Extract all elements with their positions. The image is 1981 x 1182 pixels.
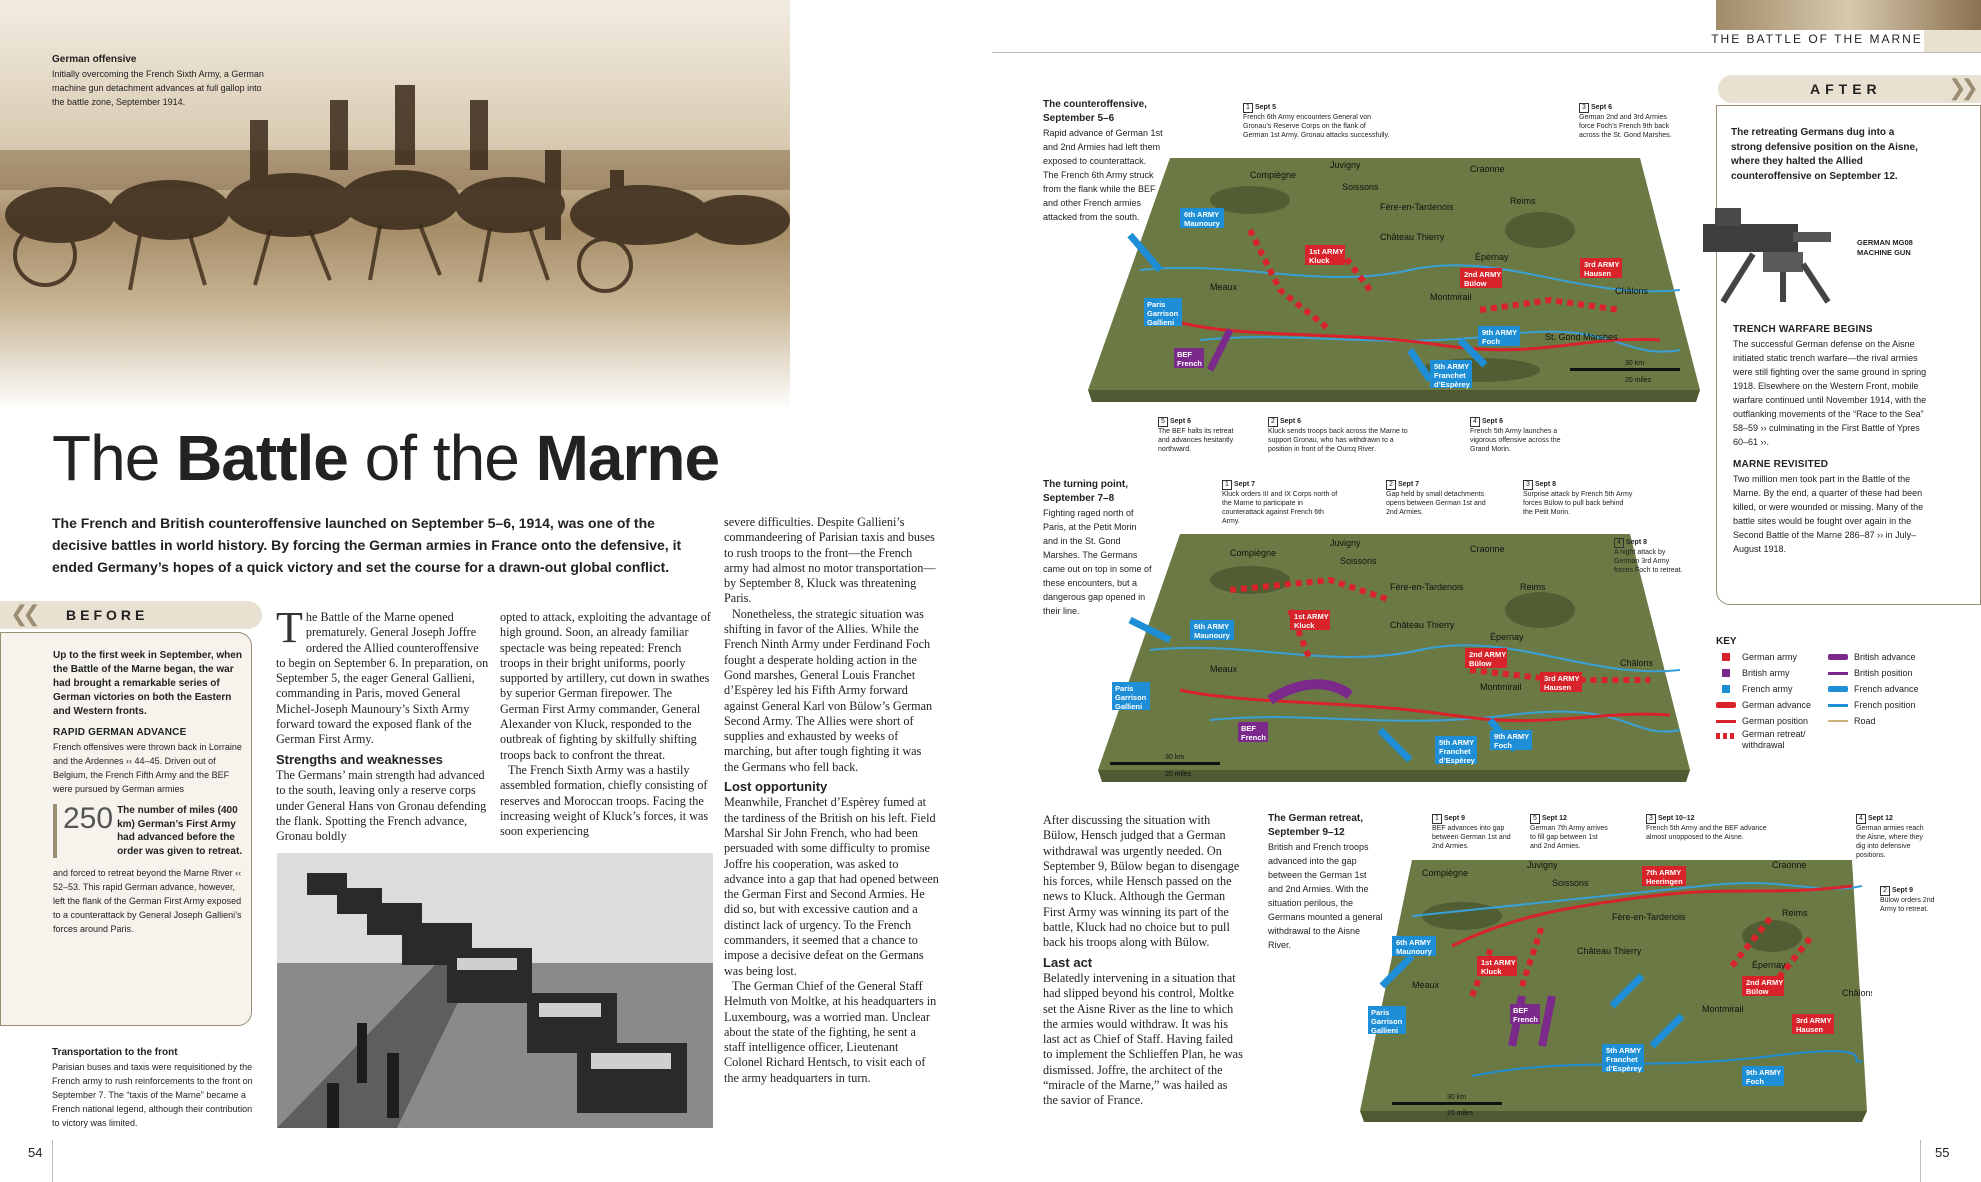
col3-text-2: Nonetheless, the strategic situation was shifting in favor of the Allies. While the French Ninth Army under Ferdinand Foch fought a desperate holding action in the Gond marshes, General Louis Franchet d’Espèrey led his Fifth Army forward against General Karl von Bülow’s German Second Army. The Allies were short of supplies and exhausted by weeks of marching, but after tough fighting it was the Germans who fell back. bbox=[724, 606, 933, 774]
map1-place: Juvigny bbox=[1330, 160, 1361, 170]
svg-text:Craonne: Craonne bbox=[1470, 544, 1505, 554]
map2-text: Fighting raged north of Paris, at the Petit Morin and in the St. Gond Marshes. The Germans came out on top in some of these encounters, but a dangerous gap opened in their line. bbox=[1043, 508, 1152, 616]
svg-text:Paris: Paris bbox=[1115, 684, 1134, 693]
map3-text: British and French troops advanced into the gap between the German 1st and 2nd Armies. With the situation perilous, the Germans mounted a general withdrawal to the Aisne River. bbox=[1268, 842, 1383, 950]
key-british-army: British army bbox=[1716, 665, 1828, 681]
photo-top-caption-text: Initially overcoming the French Sixth Army, a German machine gun detachment advances at full gallop into the battle zone, September 1914. bbox=[52, 69, 264, 107]
svg-text:d’Espèrey: d’Espèrey bbox=[1606, 1064, 1642, 1073]
svg-text:Hausen: Hausen bbox=[1544, 683, 1572, 692]
stat-number: 250 bbox=[63, 802, 114, 835]
svg-text:Meaux: Meaux bbox=[1412, 980, 1440, 990]
map2-annotation: 1 Sept 7 Kluck orders III and IX Corps north of the Marne to participate in counterattack against French 6th Army. bbox=[1222, 481, 1338, 525]
map2-annotation: 3 Sept 8 Surprise attack by French 5th Army forces Bülow to pull back behind the Petit Morin. bbox=[1523, 481, 1633, 516]
header-thumbnail bbox=[1716, 0, 1981, 30]
svg-text:Montmirail: Montmirail bbox=[1480, 682, 1522, 692]
svg-text:1st ARMY: 1st ARMY bbox=[1294, 612, 1329, 621]
map1-text: Rapid advance of German 1st and 2nd Armies had left them exposed to counterattack. The French 6th Army struck from the flank while the BEF and other French armies attacked from the south. bbox=[1043, 128, 1163, 222]
svg-text:Kluck: Kluck bbox=[1481, 967, 1502, 976]
map1-place: Épernay bbox=[1475, 252, 1509, 262]
svg-text:Foch: Foch bbox=[1494, 741, 1512, 750]
svg-text:5th ARMY: 5th ARMY bbox=[1606, 1046, 1642, 1055]
before-text-1: French offensives were thrown back in Lorraine and the Ardennes ‹‹ 44–45. Driven out of Belgium, the French Fifth Army and the BEF were pursued by German armies bbox=[53, 742, 242, 794]
svg-text:Soissons: Soissons bbox=[1340, 556, 1377, 566]
col1-text-2: The Germans’ main strength had advanced to the south, leaving only a reserve corps under General Hans von Gronau defending the flank. Spotting the French advance, Gronau boldly bbox=[276, 767, 487, 844]
svg-text:BEF: BEF bbox=[1177, 350, 1192, 359]
map1-place: Châlons bbox=[1615, 286, 1649, 296]
svg-text:3rd ARMY: 3rd ARMY bbox=[1584, 260, 1620, 269]
svg-text:Maunoury: Maunoury bbox=[1396, 947, 1432, 956]
map1-annotation: 5 Sept 6 The BEF halts its retreat and advances hesitantly northward. bbox=[1158, 418, 1234, 453]
svg-text:Maunoury: Maunoury bbox=[1184, 219, 1220, 228]
map1-place: Reims bbox=[1510, 196, 1536, 206]
title-pre: The bbox=[52, 422, 177, 494]
col3-text-4: The German Chief of the General Staff Helmuth von Moltke, at his headquarters in Luxembourg, was a worried man. Unclear about the state of the fighting, he sent a staff intelligence officer, Lieutenant Colonel Richard Hentsch, to visit each of the army headquarters in turn. bbox=[724, 978, 937, 1085]
after-heading-1: TRENCH WARFARE BEGINS bbox=[1733, 324, 1873, 335]
photo-top-caption-title: German offensive bbox=[52, 54, 137, 65]
map1-place: Compiègne bbox=[1250, 170, 1297, 180]
map3-annotation: 5 Sept 12 German 7th Army arrives to fill gap between 1st and 2nd Armies. bbox=[1530, 815, 1608, 850]
map1-annotation: 4 Sept 6 French 5th Army launches a vigorous offensive across the Grand Morin. bbox=[1470, 418, 1561, 453]
svg-text:Franchet: Franchet bbox=[1606, 1055, 1638, 1064]
svg-text:Soissons: Soissons bbox=[1552, 878, 1589, 888]
svg-text:1st ARMY: 1st ARMY bbox=[1481, 958, 1516, 967]
key-french-advance: French advance bbox=[1828, 681, 1919, 697]
key-british-advance: British advance bbox=[1828, 649, 1919, 665]
stat-text: The number of miles (400 km) German’s First Army had advanced before the order was given to retreat. bbox=[117, 805, 243, 857]
svg-text:Bülow: Bülow bbox=[1746, 987, 1769, 996]
map3-terrain bbox=[1352, 856, 1872, 1136]
map2-annotation: 2 Sept 7 Gap held by small detachments opens between German 1st and 2nd Armies. bbox=[1386, 481, 1486, 516]
map1-place: Craonne bbox=[1470, 164, 1505, 174]
svg-text:d’Espèrey: d’Espèrey bbox=[1439, 756, 1475, 765]
after-label: AFTER bbox=[1810, 81, 1882, 97]
map1-annotation: 3 Sept 6 German 2nd and 3rd Armies force Foch’s French 9th back across the St. Gond Marshes. bbox=[1579, 104, 1672, 139]
svg-text:Maunoury: Maunoury bbox=[1194, 631, 1230, 640]
map1-place: Soissons bbox=[1342, 182, 1379, 192]
photo-bottom-caption bbox=[52, 1046, 257, 1130]
after-heading-2: MARNE REVISITED bbox=[1733, 459, 1829, 470]
col4-text-1: After discussing the situation with Bülow, Hensch judged that a German withdrawal was urgently needed. On September 9, Bülow began to disengage his forces, while Hensch passed on the news to Kluck. Although the German First Army was winning its part of the battle, Kluck had no choice but to pull back his troops along with Bülow. bbox=[1043, 813, 1240, 950]
map1 bbox=[1080, 140, 1720, 420]
svg-text:d’Espèrey: d’Espèrey bbox=[1434, 380, 1470, 389]
article-column-4 bbox=[1043, 813, 1243, 1109]
photo-top-caption bbox=[52, 53, 272, 109]
svg-text:Paris: Paris bbox=[1147, 300, 1166, 309]
svg-text:Châlons: Châlons bbox=[1842, 988, 1872, 998]
buses-illustration bbox=[277, 853, 713, 1128]
page-number-left: 54 bbox=[28, 1145, 43, 1160]
svg-text:Gallieni: Gallieni bbox=[1147, 318, 1175, 327]
footer-rule-right bbox=[1920, 1140, 1921, 1182]
svg-text:9th ARMY: 9th ARMY bbox=[1482, 328, 1518, 337]
photo-bottom-caption-title: Transportation to the front bbox=[52, 1047, 178, 1058]
after-tab bbox=[1718, 75, 1981, 103]
buses-photo bbox=[277, 853, 713, 1128]
after-box bbox=[1716, 105, 1981, 605]
map2-title: The turning point, September 7–8 bbox=[1043, 479, 1128, 504]
svg-text:French: French bbox=[1241, 733, 1267, 742]
key-german-position: German position bbox=[1716, 713, 1828, 729]
svg-text:Épernay: Épernay bbox=[1490, 632, 1524, 642]
svg-text:9th ARMY: 9th ARMY bbox=[1494, 732, 1530, 741]
key-german-army: German army bbox=[1716, 649, 1828, 665]
svg-text:20 miles: 20 miles bbox=[1165, 771, 1192, 778]
intro-paragraph: The French and British counteroffensive launched on September 5–6, 1914, was one of the decisive battles in world history. By forcing the German armies in France onto the defensive, it ended Germany’s hopes of a quick victory and set the course for a drawn-out global conflict. bbox=[52, 515, 682, 575]
svg-text:Garrison: Garrison bbox=[1115, 693, 1147, 702]
title-bold-2: Marne bbox=[535, 422, 720, 494]
svg-text:Juvigny: Juvigny bbox=[1527, 860, 1558, 870]
col4-text-2: Belatedly intervening in a situation that had slipped beyond his control, Moltke set the Aisne River as the line to which the armies would withdraw. It was his last act as Chief of Staff. Having failed to implement the Schlieffen Plan, he was dismissed. Joffre, the architect of the “miracle of the Marne,” was hailed as the savior of France. bbox=[1043, 970, 1243, 1108]
title-mid: of the bbox=[347, 422, 536, 494]
svg-text:Hausen: Hausen bbox=[1796, 1025, 1824, 1034]
map3-annotation: 2 Sept 9 Bülow orders 2nd Army to retreat. bbox=[1880, 887, 1935, 913]
map1-title: The counteroffensive, September 5–6 bbox=[1043, 99, 1147, 124]
map1-place: Montmirail bbox=[1430, 292, 1472, 302]
map1-annotation: 2 Sept 6 Kluck sends troops back across the Marne to support Gronau, who has withdrawn to a position in front of the Ourcq River. bbox=[1268, 418, 1408, 453]
key-label: KEY bbox=[1716, 636, 1737, 647]
svg-text:7th ARMY: 7th ARMY bbox=[1646, 868, 1682, 877]
svg-text:Compiègne: Compiègne bbox=[1230, 548, 1277, 558]
before-chevron-icon: ❮❮ bbox=[10, 601, 35, 626]
map1-scale-km: 30 km bbox=[1625, 360, 1645, 367]
after-chevron-icon: ❯❯ bbox=[1948, 75, 1973, 100]
map3-annotation: 4 Sept 12 German armies reach the Aisne, where they dig into defensive positions. bbox=[1856, 815, 1924, 859]
svg-text:French: French bbox=[1177, 359, 1203, 368]
svg-text:Paris: Paris bbox=[1371, 1008, 1390, 1017]
svg-text:Fère-en-Tardenois: Fère-en-Tardenois bbox=[1612, 912, 1686, 922]
map3-title: The German retreat, September 9–12 bbox=[1268, 813, 1364, 838]
key-german-advance: German advance bbox=[1716, 697, 1828, 713]
svg-text:30 km: 30 km bbox=[1165, 754, 1185, 761]
before-label: BEFORE bbox=[66, 607, 149, 623]
svg-text:Kluck: Kluck bbox=[1309, 256, 1330, 265]
svg-text:Gallieni: Gallieni bbox=[1371, 1026, 1399, 1035]
map1-place: Meaux bbox=[1210, 282, 1238, 292]
svg-text:Reims: Reims bbox=[1520, 582, 1546, 592]
svg-text:3rd ARMY: 3rd ARMY bbox=[1544, 674, 1580, 683]
svg-text:Juvigny: Juvigny bbox=[1330, 538, 1361, 548]
svg-text:BEF: BEF bbox=[1241, 724, 1256, 733]
svg-text:Kluck: Kluck bbox=[1294, 621, 1315, 630]
svg-text:Heeringen: Heeringen bbox=[1646, 877, 1683, 886]
key-road: Road bbox=[1828, 713, 1919, 729]
svg-text:6th ARMY: 6th ARMY bbox=[1194, 622, 1230, 631]
svg-text:Meaux: Meaux bbox=[1210, 664, 1238, 674]
before-lead: Up to the first week in September, when the Battle of the Marne began, the war had brought a remarkable series of German victories on both the Eastern and Western fronts. bbox=[53, 650, 242, 717]
key-british-position: British position bbox=[1828, 665, 1919, 681]
gun-caption: GERMAN MG08 MACHINE GUN bbox=[1857, 238, 1913, 257]
svg-text:Franchet: Franchet bbox=[1434, 371, 1466, 380]
before-box bbox=[0, 632, 252, 1026]
col2-text-1: opted to attack, exploiting the advantage of high ground. Soon, an already familiar spectacle was being repeated: French troops in their bright uniforms, poorly supported by artillery, cut down in swathes by superior German firepower. The German First Army commander, General Alexander von Kluck, responded to the outbreak of fighting by skilfully shifting troops back to confront the threat. bbox=[500, 610, 711, 762]
svg-text:5th ARMY: 5th ARMY bbox=[1439, 738, 1475, 747]
header-rule bbox=[992, 52, 1981, 53]
map2-annotation: 4 Sept 8 A night attack by German 3rd Army forces Foch to retreat. bbox=[1614, 539, 1683, 574]
stat-callout bbox=[53, 804, 249, 858]
photo-bottom-caption-text: Parisian buses and taxis were requisitioned by the French army to rush reinforcements to the front on September 7. The “taxis of the Marne” became a French national legend, although their contribution to victory was limited. bbox=[52, 1062, 253, 1128]
svg-text:Châlons: Châlons bbox=[1620, 658, 1654, 668]
map1-place: Château Thierry bbox=[1380, 232, 1445, 242]
article-column-3 bbox=[724, 515, 939, 1086]
col1-text-1: he Battle of the Marne opened prematurely. General Joseph Joffre ordered the Allied counteroffensive to begin on September 6. In preparation, on September 5, the eager General Gallieni, commanding in Paris, moved General Michel-Joseph Maunoury’s Sixth Army forward toward the exposed flank of the German First Army. bbox=[276, 610, 489, 747]
svg-text:Garrison: Garrison bbox=[1371, 1017, 1403, 1026]
svg-text:Garrison: Garrison bbox=[1147, 309, 1179, 318]
after-text-1: The successful German defense on the Aisne initiated static trench warfare—the rival armies were still fighting over the same ground in spring 1918. Elsewhere on the Western Front, mobile warfare continued until November 1914, with the outflanking movements of the “Race to the Sea” 58–59 ›› culminating in the First Battle of Ypres 60–61 ››. bbox=[1733, 339, 1927, 447]
article-column-1 bbox=[276, 603, 490, 844]
svg-text:2nd ARMY: 2nd ARMY bbox=[1469, 650, 1507, 659]
section-header: THE BATTLE OF THE MARNE bbox=[1711, 32, 1923, 46]
map1-scale-miles: 20 miles bbox=[1625, 377, 1652, 384]
svg-text:6th ARMY: 6th ARMY bbox=[1184, 210, 1220, 219]
svg-text:5th ARMY: 5th ARMY bbox=[1434, 362, 1470, 371]
svg-text:30 km: 30 km bbox=[1447, 1094, 1467, 1101]
article-column-2 bbox=[500, 610, 714, 839]
after-lead: The retreating Germans dug into a strong defensive position on the Aisne, where they halted the Allied counteroffensive on September 12. bbox=[1731, 127, 1918, 182]
svg-text:Château Thierry: Château Thierry bbox=[1577, 946, 1642, 956]
col3-heading: Lost opportunity bbox=[724, 779, 828, 795]
col2-text-2: The French Sixth Army was a hastily assembled formation, chiefly consisting of reserves and Moroccan troops. Facing the increasing weight of Kluck’s forces, it was soon experiencing bbox=[500, 762, 709, 839]
svg-text:Craonne: Craonne bbox=[1772, 860, 1807, 870]
svg-text:Compiègne: Compiègne bbox=[1422, 868, 1469, 878]
dropcap: T bbox=[276, 603, 303, 652]
col4-heading: Last act bbox=[1043, 954, 1093, 970]
svg-text:Fère-en-Tardenois: Fère-en-Tardenois bbox=[1390, 582, 1464, 592]
after-text-2: Two million men took part in the Battle of the Marne. By the end, a quarter of these had been killed, or were wounded or missing. Many of the battle sites would be fought over again in the Second Battle of the Marne 286–87 ›› in July–August 1918. bbox=[1733, 474, 1924, 554]
svg-text:Foch: Foch bbox=[1746, 1077, 1764, 1086]
map1-place: Fère-en-Tardenois bbox=[1380, 202, 1454, 212]
before-heading: RAPID GERMAN ADVANCE bbox=[53, 727, 187, 738]
svg-text:2nd ARMY: 2nd ARMY bbox=[1464, 270, 1502, 279]
map1-place: St. Gond Marshes bbox=[1545, 332, 1618, 342]
svg-text:9th ARMY: 9th ARMY bbox=[1746, 1068, 1782, 1077]
svg-text:2nd ARMY: 2nd ARMY bbox=[1746, 978, 1784, 987]
svg-text:Foch: Foch bbox=[1482, 337, 1500, 346]
map3-annotation: 3 Sept 10–12 French 5th Army and the BEF advance almost unopposed to the Aisne. bbox=[1646, 815, 1767, 841]
svg-text:Bülow: Bülow bbox=[1469, 659, 1492, 668]
header-tab-end bbox=[1924, 30, 1981, 52]
before-tab bbox=[0, 601, 262, 629]
title-bold-1: Battle bbox=[176, 422, 348, 494]
svg-text:Franchet: Franchet bbox=[1439, 747, 1471, 756]
svg-text:20 miles: 20 miles bbox=[1447, 1110, 1474, 1117]
footer-rule-left bbox=[52, 1140, 53, 1182]
svg-text:Reims: Reims bbox=[1782, 908, 1808, 918]
svg-text:BEF: BEF bbox=[1513, 1006, 1528, 1015]
page-number-right: 55 bbox=[1935, 1145, 1950, 1160]
svg-text:3rd ARMY: 3rd ARMY bbox=[1796, 1016, 1832, 1025]
before-text-2: and forced to retreat beyond the Marne River ‹‹ 52–53. This rapid German advance, however, left the flank of the German First Army exposed to a counterattack by General Joseph Gallieni’s forces around Paris. bbox=[53, 868, 242, 934]
map1-terrain bbox=[1080, 140, 1720, 420]
map3-annotation: 1 Sept 9 BEF advances into gap between German 1st and 2nd Armies. bbox=[1432, 815, 1511, 850]
svg-text:Château Thierry: Château Thierry bbox=[1390, 620, 1455, 630]
svg-text:1st ARMY: 1st ARMY bbox=[1309, 247, 1344, 256]
svg-text:Gallieni: Gallieni bbox=[1115, 702, 1143, 711]
svg-text:Hausen: Hausen bbox=[1584, 269, 1612, 278]
svg-text:French: French bbox=[1513, 1015, 1539, 1024]
svg-text:Épernay: Épernay bbox=[1752, 960, 1786, 970]
svg-text:Bülow: Bülow bbox=[1464, 279, 1487, 288]
map3 bbox=[1352, 856, 1872, 1136]
key-french-position: French position bbox=[1828, 697, 1919, 713]
key-german-retreat: German retreat/ withdrawal bbox=[1716, 729, 1828, 755]
col3-text-3: Meanwhile, Franchet d’Espèrey fumed at the tardiness of the British on his left. Field Marshal Sir John French, who had been persuaded with some difficulty to promise Joffre his cooperation, was asked to advance into a gap that had opened between the German First and Second Armies. He did so, but with excessive caution and a distinct lack of urgency. To the French commanders, it seemed that a chance to impose a decisive defeat on the Germans was being lost. bbox=[724, 795, 939, 978]
map1-annotation: 1 Sept 5 French 6th Army encounters General von Gronau’s Reserve Corps on the flank of German 1st Army. Gronau attacks successfully. bbox=[1243, 104, 1390, 139]
col3-text-1: severe difficulties. Despite Gallieni’s commandeering of Parisian taxis and buses to rush troops to the front—the French army had almost no motor transportation—by September 8, Kluck was threatening Paris. bbox=[724, 515, 936, 606]
col1-heading: Strengths and weaknesses bbox=[276, 751, 443, 767]
page-title bbox=[52, 422, 719, 494]
map-key bbox=[1716, 636, 1981, 755]
key-french-army: French army bbox=[1716, 681, 1828, 697]
svg-text:6th ARMY: 6th ARMY bbox=[1396, 938, 1432, 947]
svg-text:Montmirail: Montmirail bbox=[1702, 1004, 1744, 1014]
